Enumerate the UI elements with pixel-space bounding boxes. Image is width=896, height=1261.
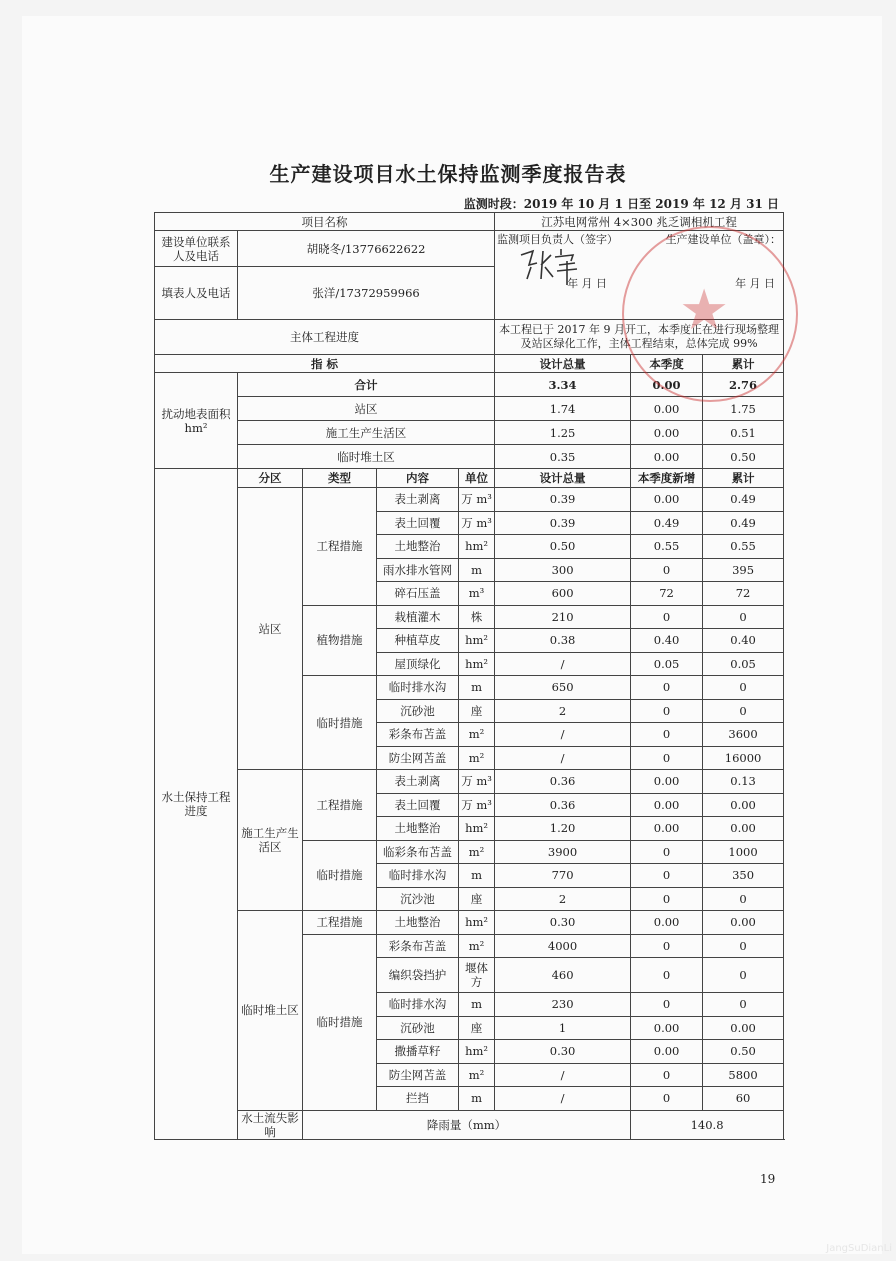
measure-content: 防尘网苫盖 [377,746,459,770]
handwritten-signature [517,245,597,285]
measure-new: 0.00 [631,1016,703,1040]
measure-new: 0 [631,934,703,958]
measure-content: 临时排水沟 [377,993,459,1017]
date-right: 年 月 日 [735,277,776,290]
measure-content: 拦挡 [377,1087,459,1111]
measure-design: 2 [495,699,631,723]
measure-unit: 株 [459,605,495,629]
measure-unit: 万 m³ [459,770,495,794]
date-left: 年 月 日 [567,277,608,290]
measure-cum: 0 [703,934,784,958]
measure-cum: 60 [703,1087,784,1111]
measure-cum: 350 [703,864,784,888]
measures-label: 水土保持工程进度 [155,469,238,1140]
measure-row [155,911,784,935]
measure-unit: 座 [459,887,495,911]
measures-header-cum: 累计 [703,469,784,488]
measure-new: 0.40 [631,629,703,653]
measure-content: 屋顶绿化 [377,652,459,676]
measures-header-content: 内容 [377,469,459,488]
type-cell: 工程措施 [303,488,377,606]
watermark: JangSuDianLi [826,1243,892,1254]
measure-new: 0 [631,1063,703,1087]
signature [497,247,781,277]
measure-cum: 1000 [703,840,784,864]
measure-unit: 万 m³ [459,793,495,817]
measure-unit: m² [459,934,495,958]
measure-design: 230 [495,993,631,1017]
measure-cum: 0.40 [703,629,784,653]
disturbance-quarter: 0.00 [631,421,703,445]
project-name-label: 项目名称 [155,213,495,231]
measure-content: 临时排水沟 [377,676,459,700]
measure-new: 0.00 [631,1040,703,1064]
measure-design: 0.36 [495,793,631,817]
measure-row [155,488,784,512]
measure-new: 0 [631,864,703,888]
measure-content: 沉砂池 [377,1016,459,1040]
measure-design: 770 [495,864,631,888]
measure-new: 0 [631,840,703,864]
type-cell: 植物措施 [303,605,377,676]
disturbance-name: 站区 [238,397,495,421]
measure-content: 栽植灌木 [377,605,459,629]
measure-design: 0.50 [495,535,631,559]
measure-design: 300 [495,558,631,582]
measure-new: 0.49 [631,511,703,535]
measure-new: 0 [631,605,703,629]
reporter: 张洋/17372959966 [238,267,495,320]
type-cell: 工程措施 [303,911,377,935]
measure-content: 临时排水沟 [377,864,459,888]
measure-new: 72 [631,582,703,606]
builder-contact: 胡晓冬/13776622622 [238,231,495,267]
measure-design: 2 [495,887,631,911]
measure-unit: hm² [459,817,495,841]
measure-design: / [495,652,631,676]
progress-label: 主体工程进度 [155,320,495,355]
measure-content: 沉沙池 [377,887,459,911]
measures-header-new: 本季度新增 [631,469,703,488]
header-cumulative: 累计 [703,355,784,373]
measure-design: 460 [495,958,631,993]
measure-design: / [495,746,631,770]
measure-unit: 堰体方 [459,958,495,993]
measure-new: 0 [631,993,703,1017]
disturbance-row [155,421,784,445]
measure-cum: 395 [703,558,784,582]
measure-content: 表土回覆 [377,793,459,817]
measure-design: 0.30 [495,1040,631,1064]
type-cell: 临时措施 [303,676,377,770]
measure-content: 撒播草籽 [377,1040,459,1064]
report-table [154,212,784,1140]
measure-design: / [495,1063,631,1087]
measure-cum: 0 [703,958,784,993]
disturbance-row [155,373,784,397]
measure-design: 1.20 [495,817,631,841]
header-design: 设计总量 [495,355,631,373]
loss-label: 水土流失影响 [238,1110,303,1139]
measure-cum: 0.50 [703,1040,784,1064]
rain-label: 降雨量（mm） [303,1110,631,1139]
measure-new: 0 [631,558,703,582]
disturbance-quarter: 0.00 [631,373,703,397]
measure-new: 0.00 [631,793,703,817]
measure-content: 沉砂池 [377,699,459,723]
measure-unit: m [459,993,495,1017]
disturbance-label: 扰动地表面积 hm² [155,373,238,469]
measures-header-zone: 分区 [238,469,303,488]
measure-content: 编织袋挡护 [377,958,459,993]
measure-cum: 0 [703,887,784,911]
measure-content: 土地整治 [377,817,459,841]
monitor-sign-label: 监测项目负责人（签字） [497,233,619,246]
measure-new: 0 [631,1087,703,1111]
measure-cum: 0 [703,993,784,1017]
measure-new: 0.00 [631,770,703,794]
measure-cum: 0.00 [703,793,784,817]
measure-design: 4000 [495,934,631,958]
measure-new: 0.00 [631,911,703,935]
measure-row [155,770,784,794]
type-cell: 工程措施 [303,770,377,841]
measure-cum: 0 [703,605,784,629]
measure-unit: hm² [459,652,495,676]
measure-content: 碎石压盖 [377,582,459,606]
disturbance-cum: 1.75 [703,397,784,421]
reporter-label: 填表人及电话 [155,267,238,320]
disturbance-cum: 0.51 [703,421,784,445]
builder-contact-label: 建设单位联系人及电话 [155,231,238,267]
disturbance-cum: 0.50 [703,445,784,469]
builder-seal-label: 生产建设单位（盖章）： [665,233,782,246]
disturbance-name: 施工生产生活区 [238,421,495,445]
type-cell: 临时措施 [303,840,377,911]
measure-unit: m [459,676,495,700]
measure-unit: m³ [459,582,495,606]
measure-content: 表土剥离 [377,770,459,794]
measure-content: 防尘网苫盖 [377,1063,459,1087]
measure-cum: 0.13 [703,770,784,794]
report-title: 生产建设项目水土保持监测季度报告表 [269,162,627,186]
measure-new: 0.00 [631,488,703,512]
measures-header-design: 设计总量 [495,469,631,488]
measure-new: 0.55 [631,535,703,559]
disturbance-row [155,445,784,469]
measure-cum: 0.00 [703,817,784,841]
measures-header-type: 类型 [303,469,377,488]
measure-new: 0 [631,746,703,770]
measure-cum: 0.49 [703,488,784,512]
measure-design: 650 [495,676,631,700]
measure-design: 210 [495,605,631,629]
disturbance-row [155,397,784,421]
measure-cum: 0 [703,699,784,723]
measure-unit: m [459,1087,495,1111]
measure-cum: 0 [703,676,784,700]
signature-cell [495,231,784,320]
measure-new: 0 [631,676,703,700]
disturbance-quarter: 0.00 [631,397,703,421]
measure-content: 表土剥离 [377,488,459,512]
measure-content: 雨水排水管网 [377,558,459,582]
zone-cell: 临时堆土区 [238,911,303,1111]
zone-cell: 施工生产生活区 [238,770,303,911]
measure-content: 彩条布苫盖 [377,934,459,958]
measure-content: 种植草皮 [377,629,459,653]
monitoring-period: 监测时段：2019 年 10 月 1 日至 2019 年 12 月 31 日 [463,197,779,211]
measure-content: 临彩条布苫盖 [377,840,459,864]
measure-design: 0.39 [495,488,631,512]
measure-cum: 0.49 [703,511,784,535]
disturbance-cum: 2.76 [703,373,784,397]
measure-new: 0.00 [631,817,703,841]
project-name: 江苏电网常州 4×300 兆乏调相机工程 [495,213,784,231]
measure-cum: 0.55 [703,535,784,559]
measure-unit: m² [459,1063,495,1087]
header-quarter: 本季度 [631,355,703,373]
measure-cum: 3600 [703,723,784,747]
measure-content: 表土回覆 [377,511,459,535]
measure-content: 彩条布苫盖 [377,723,459,747]
measure-design: 3900 [495,840,631,864]
measure-unit: hm² [459,629,495,653]
measure-unit: m² [459,723,495,747]
measure-content: 土地整治 [377,911,459,935]
measure-unit: 万 m³ [459,488,495,512]
disturbance-design: 1.74 [495,397,631,421]
measure-cum: 0.00 [703,1016,784,1040]
measure-new: 0 [631,958,703,993]
disturbance-design: 3.34 [495,373,631,397]
measure-cum: 0.00 [703,911,784,935]
progress-text: 本工程已于 2017 年 9 月开工，本季度正在进行现场整理及站区绿化工作，主体工程结束，总体完成 99% [495,320,784,355]
measure-new: 0 [631,723,703,747]
measure-unit: hm² [459,535,495,559]
rain-value: 140.8 [631,1110,784,1139]
measure-unit: m² [459,746,495,770]
page-number: 19 [760,1172,776,1186]
measure-design: 0.30 [495,911,631,935]
zone-cell: 站区 [238,488,303,770]
measure-unit: m [459,864,495,888]
measure-new: 0 [631,699,703,723]
measure-new: 0 [631,887,703,911]
measure-design: 0.38 [495,629,631,653]
measure-design: / [495,723,631,747]
measure-design: 0.39 [495,511,631,535]
indicator-label: 指 标 [155,355,495,373]
measure-unit: 万 m³ [459,511,495,535]
disturbance-design: 1.25 [495,421,631,445]
disturbance-quarter: 0.00 [631,445,703,469]
disturbance-name: 合计 [238,373,495,397]
measure-content: 土地整治 [377,535,459,559]
measure-unit: m² [459,840,495,864]
measure-unit: m [459,558,495,582]
measure-cum: 16000 [703,746,784,770]
measure-cum: 0.05 [703,652,784,676]
disturbance-name: 临时堆土区 [238,445,495,469]
measure-design: 0.36 [495,770,631,794]
measure-cum: 72 [703,582,784,606]
measure-design: / [495,1087,631,1111]
measure-unit: hm² [459,911,495,935]
disturbance-design: 0.35 [495,445,631,469]
measure-unit: 座 [459,699,495,723]
measure-new: 0.05 [631,652,703,676]
measure-unit: hm² [459,1040,495,1064]
type-cell: 临时措施 [303,934,377,1110]
measure-design: 1 [495,1016,631,1040]
measure-cum: 5800 [703,1063,784,1087]
measure-unit: 座 [459,1016,495,1040]
measures-header-unit: 单位 [459,469,495,488]
measure-design: 600 [495,582,631,606]
